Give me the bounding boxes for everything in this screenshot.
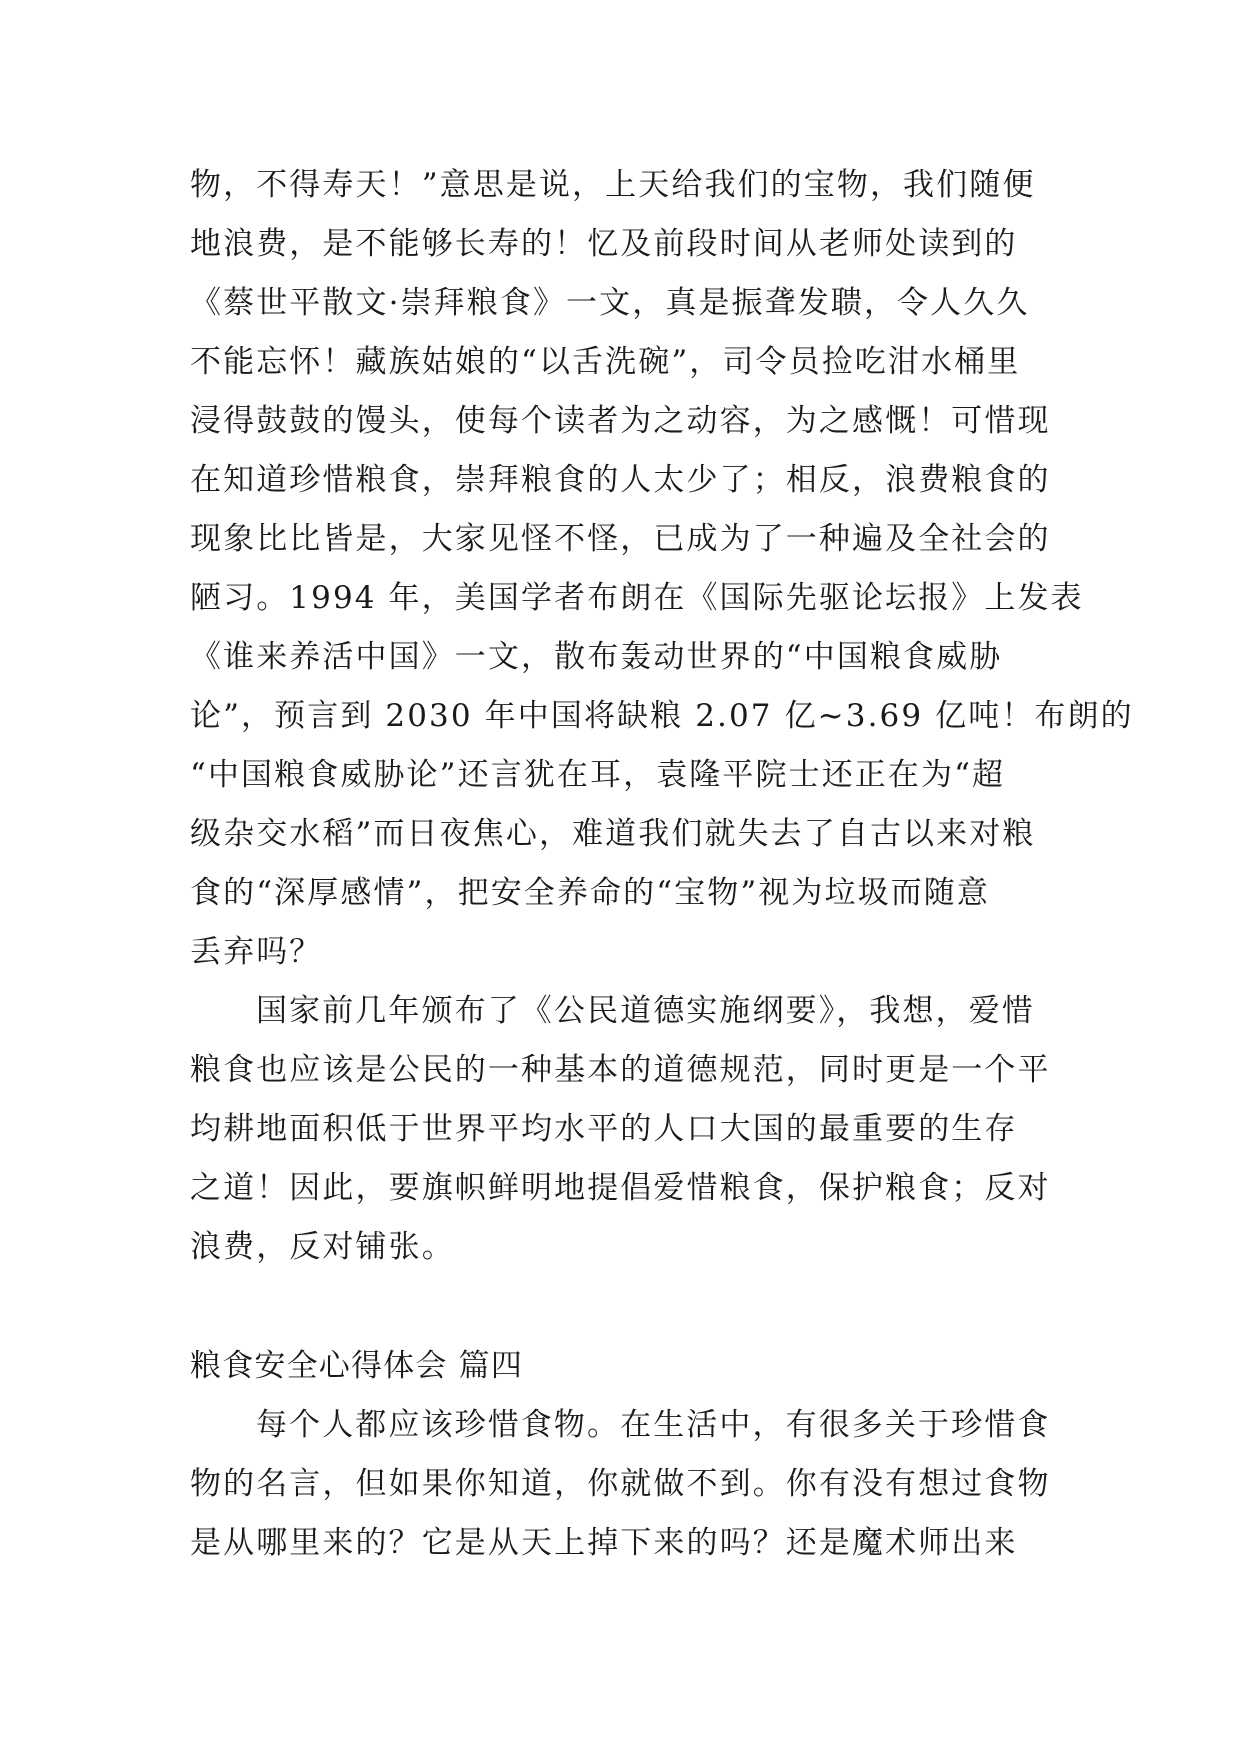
text-line: 丢弃吗？ — [190, 934, 323, 970]
text-line: 《蔡世平散文·崇拜粮食》一文，真是振聋发聩，令人久久 — [190, 285, 1030, 321]
text-line: 食的“深厚感情”，把安全养命的“宝物”视为垃圾而随意 — [190, 875, 990, 911]
text-line: 在知道珍惜粮食，崇拜粮食的人太少了；相反，浪费粮食的 — [190, 462, 1051, 498]
text-line: 均耕地面积低于世界平均水平的人口大国的最重要的生存 — [190, 1111, 1018, 1147]
text-line: 论”，预言到 2030 年中国将缺粮 2.07 亿~3.69 亿吨！布朗的 — [190, 698, 1134, 734]
text-line: 地浪费，是不能够长寿的！忆及前段时间从老师处读到的 — [190, 226, 1018, 262]
text-line: 浸得鼓鼓的馒头，使每个读者为之动容，为之感慨！可惜现 — [190, 403, 1051, 439]
section-heading: 粮食安全心得体会 篇四 — [190, 1348, 524, 1384]
text-line: 之道！因此，要旗帜鲜明地提倡爱惜粮食，保护粮食；反对 — [190, 1170, 1051, 1206]
text-line: 陋习。1994 年，美国学者布朗在《国际先驱论坛报》上发表 — [190, 580, 1084, 616]
text-line: 是从哪里来的？它是从天上掉下来的吗？还是魔术师出来 — [190, 1525, 1018, 1561]
text-line: 浪费，反对铺张。 — [190, 1229, 455, 1265]
text-line: “中国粮食威胁论”还言犹在耳，袁隆平院士还正在为“超 — [190, 757, 1006, 793]
text-line: 现象比比皆是，大家见怪不怪，已成为了一种遍及全社会的 — [190, 521, 1051, 557]
document-body — [190, 156, 1134, 1573]
text-line: 物，不得寿天！”意思是说，上天给我们的宝物，我们随便 — [190, 167, 1036, 203]
text-line: 《谁来养活中国》一文，散布轰动世界的“中国粮食威胁 — [190, 639, 1003, 675]
text-line: 每个人都应该珍惜食物。在生活中，有很多关于珍惜食 — [256, 1407, 1051, 1443]
text-line: 级杂交水稻”而日夜焦心，难道我们就失去了自古以来对粮 — [190, 816, 1036, 852]
section-spacer — [190, 1277, 1052, 1337]
paragraph-2 — [190, 982, 1052, 1277]
paragraph-3 — [190, 1396, 1052, 1573]
text-line: 物的名言，但如果你知道，你就做不到。你有没有想过食物 — [190, 1466, 1051, 1502]
text-line: 不能忘怀！藏族姑娘的“以舌洗碗”，司令员捡吃泔水桶里 — [190, 344, 1021, 380]
text-line: 粮食也应该是公民的一种基本的道德规范，同时更是一个平 — [190, 1052, 1051, 1088]
text-line: 国家前几年颁布了《公民道德实施纲要》，我想，爱惜 — [256, 993, 1035, 1029]
paragraph-1 — [190, 156, 1134, 982]
